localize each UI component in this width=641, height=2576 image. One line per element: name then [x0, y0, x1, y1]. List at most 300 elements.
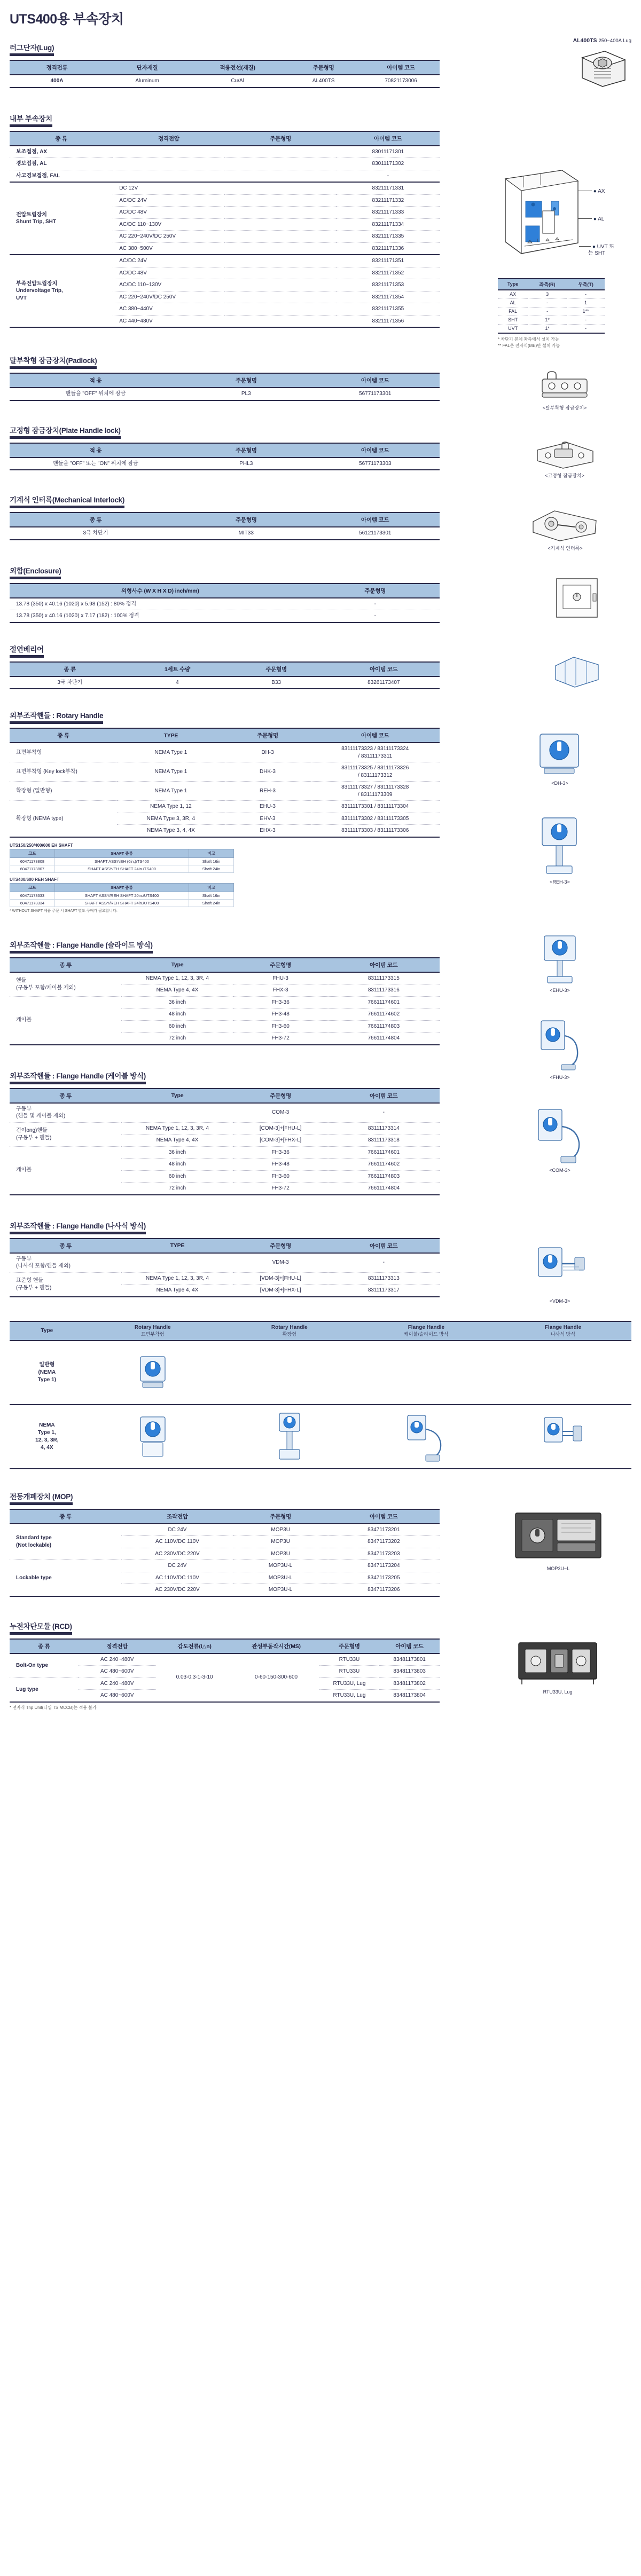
cell-subtype: 72 inch [121, 1183, 233, 1195]
cell-code: 83471173205 [328, 1572, 440, 1584]
col-code: 코드 [10, 849, 55, 857]
table-header-row [10, 513, 440, 527]
cell-kind: SHAFT ASSY/REH SHAFT 24in./UTS400 [54, 899, 189, 907]
col-flange-cable-slide [358, 1321, 495, 1341]
col-type: 종 류 [10, 131, 113, 146]
col-remark: 비고 [189, 849, 234, 857]
cell-group-shunt-trip [10, 182, 113, 255]
cell-order: RTU33U [319, 1666, 380, 1678]
col-order-name: 주문형명 [233, 958, 328, 972]
cell-voltage: AC 440~480V [113, 315, 224, 327]
cell-type-cable: 케이블 [10, 996, 121, 1045]
section-mop [10, 1491, 631, 1597]
cell-left: 1* [528, 324, 567, 333]
col-type: 종 류 [10, 1089, 121, 1103]
flange-slide-caption-ehu3: <EHU-3> [550, 987, 570, 993]
flange-screw-illustration [506, 1241, 613, 1304]
enclosure-box-icon [546, 574, 610, 620]
cell-order: FHX-3 [233, 984, 328, 997]
section-rotary-handle [10, 710, 631, 913]
rotary-handle-illustration-1 [506, 728, 613, 885]
table-row [10, 1653, 440, 1666]
rotary-caption-reh3: <REH-3> [550, 879, 570, 885]
cell-subtype: 60 inch [121, 1020, 233, 1033]
padlock-illustration [503, 369, 626, 411]
table-header-row [10, 662, 440, 676]
rotary-caption-dh3: <DH-3> [551, 781, 568, 786]
rotary-handle-reh3-icon [528, 814, 591, 878]
col-flange-screw [495, 1321, 631, 1341]
cell-order-name: PL3 [182, 388, 311, 400]
col-sub: 케이블/슬라이드 방식 [404, 1331, 449, 1337]
cell-right: - [567, 316, 605, 324]
table-header-row [10, 958, 440, 972]
table-row [10, 676, 440, 689]
lug-badge-desc: 250~400A Lug [598, 38, 631, 44]
col-order-name: 주문형명 [182, 513, 311, 527]
cell-order-name: - [311, 598, 440, 610]
label-handle: 핸들 [16, 978, 27, 983]
rotary-surface-icon [134, 1351, 171, 1394]
cell-order: RTU33U, Lug [319, 1677, 380, 1690]
cell-nema: NEMA Type 3, 4, 4X [117, 825, 224, 837]
label-handle-sub: (구동부 포함/케이블 제외) [16, 984, 76, 991]
flange-screw-caption-vdm3: <VDM-3> [549, 1298, 570, 1304]
cell-type: AL [498, 298, 528, 307]
cell-flange-cable-multi [358, 1405, 495, 1469]
cell-code: 76611174804 [328, 1033, 440, 1045]
cell-code: 83111173315 [328, 972, 440, 984]
interlock-illustration [501, 505, 629, 552]
label-line1: 일반형 [39, 1361, 55, 1368]
table-header-row [10, 1321, 631, 1341]
plate-handle-lock-icon [530, 438, 599, 470]
cell-order [224, 255, 336, 267]
cell-type-handle [10, 1272, 121, 1297]
col-item-code: 아이템 코드 [328, 662, 440, 676]
cell-voltage: AC/DC 24V [113, 255, 224, 267]
cell-voltage: DC 12V [113, 182, 224, 194]
uvt-label-line3: UVT [16, 295, 27, 301]
section-heading-rcd: 누전차단모듈 (RCD) [10, 1620, 72, 1635]
col-item-code: 아이템 코드 [311, 728, 440, 743]
col-type: 종 류 [10, 958, 121, 972]
cell-type: 경보접점, AL [10, 158, 113, 170]
cell-nema: NEMA Type 1 [117, 782, 224, 801]
table-row [10, 388, 440, 400]
cell-voltage: AC 220~240V/DC 250V [113, 231, 224, 243]
cell-type: 표면부착형 (Key lock부착) [10, 762, 117, 782]
cell-subtype [121, 1103, 233, 1123]
cell-order: RTU33U, Lug [319, 1690, 380, 1702]
cell-application: 핸들을 "OFF" 또는 "ON" 위치에 잠금 [10, 458, 182, 470]
table-row [10, 75, 440, 88]
cell-order: [COM-3]+[FHX-L] [233, 1135, 328, 1147]
cell-order-name: MIT33 [182, 527, 311, 540]
cell-code: - [328, 1103, 440, 1123]
cell-subtype: 60 inch [121, 1170, 233, 1183]
section-mechanical-interlock [10, 494, 631, 551]
section-heading-lug: 러그단자(Lug) [10, 42, 54, 56]
cell-type: 확장형 (일반형) [10, 782, 117, 801]
cell-nema: NEMA Type 1 [117, 743, 224, 762]
flange-cable-table [10, 1088, 440, 1195]
cell-left: 3 [528, 290, 567, 299]
side-note-1: * 차단기 본체 좌측에서 설치 가능 [498, 336, 559, 342]
cell-subtype: 48 inch [121, 1159, 233, 1171]
col-order-name: 주문형명 [182, 443, 311, 458]
cell-code: - [337, 170, 440, 182]
section-flange-cable [10, 1070, 631, 1195]
col-order-name: 주문형명 [285, 60, 362, 75]
cell-code: 83211171335 [337, 231, 440, 243]
col-item-code: 아이템 코드 [328, 1509, 440, 1524]
cell-sensitivity: 0.03-0.3-1-3-10 [156, 1653, 233, 1702]
shaft-note: * WITHOUT SHAFT 제품 주문 시 SHAFT 별도 구매가 필요합니다. [10, 909, 118, 913]
table-header-row [10, 1089, 440, 1103]
table-header-row [10, 60, 440, 75]
label-standard: Standard type [16, 1535, 52, 1541]
section-heading-rotary: 외부조작핸들 : Rotary Handle [10, 710, 103, 724]
label-handle: 건이ong)핸들 [16, 1128, 48, 1133]
cell-code: 83211171331 [337, 182, 440, 194]
cell-code: 83211171336 [337, 242, 440, 255]
col-application: 적 용 [10, 443, 182, 458]
position-table [498, 278, 605, 334]
cell-voltage: AC/DC 48V [113, 267, 224, 279]
cell-rotary-surface-multi [84, 1405, 221, 1469]
cell-item-code: 56771173301 [311, 388, 440, 400]
cell-order: VDM-3 [233, 1253, 328, 1273]
table-row [10, 255, 440, 267]
table-header-row [10, 443, 440, 458]
cell-order: REH-3 [225, 782, 311, 801]
cell-right: 1 [567, 298, 605, 307]
table-row [10, 1405, 631, 1469]
col-main: Flange Handle [544, 1324, 582, 1330]
cell-nema: NEMA Type 3, 3R, 4 [117, 813, 224, 825]
label-handle: 표준형 핸들 [16, 1278, 44, 1283]
cell-code: 83111173303 / 83111173306 [311, 825, 440, 837]
cell-code: 76611174602 [328, 1159, 440, 1171]
cell-voltage: AC 240~480V [79, 1653, 156, 1666]
col-main: Rotary Handle [271, 1324, 308, 1330]
table-row [10, 610, 440, 623]
cell-type: 사고경보접점, FAL [10, 170, 113, 182]
col-order-name: 주문형명 [311, 584, 440, 598]
cell-order: COM-3 [233, 1103, 328, 1123]
cell-subtype: NEMA Type 4, 4X [121, 1285, 233, 1297]
cell-code: 83111173318 [328, 1135, 440, 1147]
cell-code: 60471173333 [10, 892, 55, 899]
col-main: Flange Handle [408, 1324, 445, 1330]
lug-table [10, 60, 440, 88]
shaft-title-1: UTS150/250/400/600 EH SHAFT [10, 842, 73, 848]
vdm3-handle-icon [530, 1241, 590, 1297]
cell-type-bolt-on: Bolt-On type [10, 1653, 79, 1678]
cell-code: 83011171301 [337, 146, 440, 158]
cell-type: 확장형 (NEMA type) [10, 801, 117, 837]
table-row [10, 158, 440, 170]
col-code: 코드 [10, 883, 55, 892]
section-heading-mop: 전동개폐장치 (MOP) [10, 1491, 73, 1505]
section-lug [10, 37, 631, 88]
cell-voltage: AC/DC 48V [113, 207, 224, 219]
cell-order: FH3-72 [233, 1033, 328, 1045]
cell-kind: SHAFT ASSY/EH SHAFT 24in./TS400 [54, 865, 189, 872]
flange-slide-table [10, 957, 440, 1045]
cell-order-name: - [311, 610, 440, 623]
col-order-name: 주문형명 [224, 662, 327, 676]
com3-handle-icon [530, 1102, 590, 1166]
cell-code: 83211171332 [337, 194, 440, 207]
callout-al: AL [598, 216, 605, 222]
label-line3: 12, 3, 3R, [35, 1437, 59, 1443]
padlock-table [10, 373, 440, 401]
cell-code: 83211171333 [337, 207, 440, 219]
col-sub: 확장형 [282, 1331, 296, 1337]
cell-code: 83211171351 [337, 255, 440, 267]
cell-order [224, 291, 336, 303]
cell-code: 83481173802 [379, 1677, 440, 1690]
cell-order: FH3-60 [233, 1020, 328, 1033]
cell-subtype: 72 inch [121, 1033, 233, 1045]
table-row [10, 996, 440, 1009]
cell-order: MOP3U [233, 1536, 328, 1548]
cell-code: 76611174601 [328, 1146, 440, 1159]
mechanical-interlock-icon [528, 505, 603, 543]
code-line2: / 83111173309 [357, 791, 393, 798]
cell-type-handle [10, 1122, 121, 1146]
padlock-icon [533, 369, 597, 403]
shaft-table-eh [10, 849, 234, 873]
padlock-caption: <탈부착형 잠금장치> [542, 405, 587, 411]
col-type: 종 류 [10, 513, 182, 527]
cell-left: - [528, 307, 567, 316]
platelock-table [10, 443, 440, 471]
col-type-main: Type [41, 1328, 53, 1334]
cell-order-name: B33 [224, 676, 327, 689]
cell-voltage: DC 24V [121, 1524, 233, 1536]
label-handle-sub: (구동부 + 핸들) [16, 1135, 52, 1141]
handle-compare-table [10, 1321, 631, 1469]
cell-remark: Shaft 24in [189, 865, 234, 872]
table-row [498, 324, 605, 333]
cell-flange-cable-nema1 [358, 1341, 495, 1405]
cell-remark: Shaft 16in [189, 892, 234, 899]
cell-dimensions: 13.78 (350) x 40.16 (1020) x 5.98 (152) : 80% 정격 [10, 598, 311, 610]
table-row [10, 1122, 440, 1135]
cell-order: FH3-72 [233, 1183, 328, 1195]
cell-subtype: NEMA Type 1, 12, 3, 3R, 4 [121, 1272, 233, 1285]
label-line1: NEMA [39, 1422, 55, 1428]
section-rcd [10, 1620, 631, 1711]
cell-left: - [528, 298, 567, 307]
cell-code: 60471173334 [10, 899, 55, 907]
cell-order: MOP3U [233, 1548, 328, 1560]
cell-order: DHK-3 [225, 762, 311, 782]
col-shaft-kind: SHAFT 종류 [54, 883, 189, 892]
col-application: 적 용 [10, 373, 182, 388]
cell-voltage [113, 146, 224, 158]
table-row [498, 298, 605, 307]
table-row [10, 743, 440, 762]
cell-rotary-surface-nema1 [84, 1341, 221, 1405]
col-rotary-extended [221, 1321, 358, 1341]
col-type: 종 류 [10, 1509, 121, 1524]
cell-order: FH3-60 [233, 1170, 328, 1183]
cell-left: 1* [528, 316, 567, 324]
cell-code: 83111173302 / 83111173305 [311, 813, 440, 825]
platelock-caption: <고정형 잠금장치> [545, 472, 584, 478]
col-remark: 비고 [189, 883, 234, 892]
cell-order [224, 170, 336, 182]
enclosure-table [10, 583, 440, 623]
cell-code: 83211171356 [337, 315, 440, 327]
table-header-row [10, 1509, 440, 1524]
uvt-label-line2: Undervoltage Trip, [16, 288, 63, 294]
cell-order-name: AL400TS [285, 75, 362, 88]
flange-slide-illustration [506, 931, 613, 1080]
col-subtype: Type [121, 1089, 233, 1103]
cell-order [224, 182, 336, 194]
cell-type: 3극 차단기 [10, 527, 182, 540]
col-type: 종 류 [10, 728, 117, 743]
col-shaft-kind: SHAFT 종류 [54, 849, 189, 857]
col-type: 종 류 [10, 662, 130, 676]
cell-order: EHV-3 [225, 813, 311, 825]
section-heading-platelock: 고정형 잠금장치(Plate Handle lock) [10, 424, 121, 439]
table-header-row [10, 584, 440, 598]
lug-terminal-icon [573, 47, 631, 89]
cell-code: 83111173317 [328, 1285, 440, 1297]
cell-voltage: AC 110V/DC 110V [121, 1536, 233, 1548]
cell-rotary-extended-nema1 [221, 1341, 358, 1405]
cell-order [224, 231, 336, 243]
table-header-row [10, 728, 440, 743]
page-title: UTS400용 부속장치 [10, 12, 124, 27]
cell-order: EHU-3 [225, 801, 311, 813]
col-sensitivity: 감도전류(I△n) [156, 1639, 233, 1653]
col-item-code: 아이템 코드 [328, 1239, 440, 1253]
cell-subtype: NEMA Type 1, 12, 3, 3R, 4 [121, 1122, 233, 1135]
col-order-name: 주문형명 [224, 131, 336, 146]
table-row [10, 972, 440, 984]
cell-item-code: 56121173301 [311, 527, 440, 540]
cell-subtype: NEMA Type 4, 4X [121, 984, 233, 997]
label-drive: 구동부 [16, 1106, 32, 1112]
cell-code: 83011171302 [337, 158, 440, 170]
insulation-barrier-icon [543, 652, 612, 691]
col-qty: 1세트 수량 [130, 662, 224, 676]
col-order-name: 주문형명 [233, 1089, 328, 1103]
shunt-label-line1: 전압트립장치 [16, 211, 47, 218]
table-header-row [498, 279, 605, 290]
cell-code: 76611174601 [328, 996, 440, 1009]
cell-voltage: AC 480~600V [79, 1690, 156, 1702]
cell-voltage: AC 220~240V/DC 250V [113, 291, 224, 303]
cell-code: 83471173202 [328, 1536, 440, 1548]
col-item-code: 아이템 코드 [311, 443, 440, 458]
cell-order [224, 303, 336, 316]
flange-screw-table [10, 1238, 440, 1297]
col-item-code: 아이템 코드 [379, 1639, 440, 1653]
col-nema-type: TYPE [117, 728, 224, 743]
col-order-name: 주문형명 [233, 1509, 328, 1524]
cell-order: MOP3U-L [233, 1584, 328, 1596]
section-terminal-barrier [10, 643, 631, 690]
cell-code: 60471173807 [10, 865, 55, 872]
cell-code: 83111173313 [328, 1272, 440, 1285]
table-row [10, 899, 234, 907]
col-type: Type [498, 279, 528, 290]
col-sub: 표면부착형 [140, 1331, 165, 1337]
cell-code: 83471173204 [328, 1560, 440, 1572]
cell-terminal-material: Aluminum [104, 75, 190, 88]
col-wire-material: 적용전선(재질) [190, 60, 285, 75]
label-line2: (NEMA [38, 1369, 56, 1375]
cell-subtype: NEMA Type 1, 12, 3, 3R, 4 [121, 972, 233, 984]
col-type [10, 1321, 84, 1341]
cell-voltage: AC/DC 110~130V [113, 279, 224, 292]
rotary-extended-icon [271, 1410, 308, 1463]
col-item-code: 아이템 코드 [311, 513, 440, 527]
col-subtype: TYPE [121, 1239, 233, 1253]
cell-code: 83211171352 [337, 267, 440, 279]
cell-type: UVT [498, 324, 528, 333]
table-row [10, 1524, 440, 1536]
cell-order: FH3-48 [233, 1159, 328, 1171]
table-header-row [10, 849, 234, 857]
callout-ax: AX [598, 188, 605, 194]
cell-kind: SHAFT ASSY/EH (6in.)/TS400 [54, 857, 189, 865]
table-header-row [10, 1239, 440, 1253]
cell-subtype: NEMA Type 4, 4X [121, 1135, 233, 1147]
table-header-row [10, 1639, 440, 1653]
code-line1: 83111173327 / 83111173328 [341, 784, 409, 790]
cell-order: FH3-36 [233, 1146, 328, 1159]
col-item-code: 아이템 코드 [337, 131, 440, 146]
cell-group-uvt [10, 255, 113, 327]
cell-voltage: AC 110V/DC 110V [121, 1572, 233, 1584]
col-rotary-surface [84, 1321, 221, 1341]
interlock-table [10, 512, 440, 540]
col-sub: 나사식 방식 [550, 1331, 575, 1337]
label-line3: Type 1) [37, 1376, 56, 1383]
cell-type: 보조접점, AX [10, 146, 113, 158]
col-order-name: 주문형명 [225, 728, 311, 743]
col-order-name: 주문형명 [319, 1639, 380, 1653]
cell-order: DH-3 [225, 743, 311, 762]
table-row [10, 1103, 440, 1123]
cell-code: 83481173803 [379, 1666, 440, 1678]
table-row [498, 290, 605, 299]
lug-badge-model: AL400TS [573, 37, 597, 44]
cell-type-drive [10, 1253, 121, 1273]
platelock-illustration [503, 438, 626, 479]
shunt-label-line2: Shunt Trip, SHT [16, 219, 56, 225]
section-heading-barrier: 절연베리어 [10, 643, 44, 658]
rotary-handle-dh3-icon [528, 728, 591, 779]
section-heading-internal: 내부 부속장치 [10, 113, 52, 127]
col-item-code: 아이템 코드 [328, 1089, 440, 1103]
cell-subtype: 48 inch [121, 1009, 233, 1021]
mop-caption: MOP3U~L [546, 1565, 570, 1571]
internal-accessories-table [10, 131, 440, 328]
table-row [10, 1560, 440, 1572]
cell-code [311, 743, 440, 762]
section-heading-flange-screw: 외부조작핸들 : Flange Handle (나사식 방식) [10, 1220, 146, 1234]
